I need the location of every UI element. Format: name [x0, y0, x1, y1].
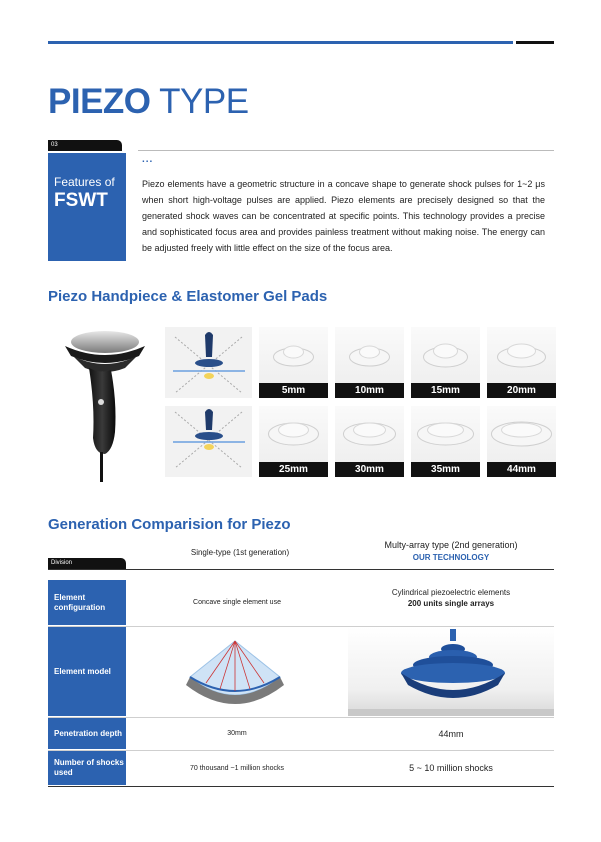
- handpiece-image: [55, 322, 155, 482]
- title-light: TYPE: [159, 82, 249, 121]
- multi-array-model-image: [348, 627, 554, 716]
- features-description: Piezo elements have a geometric structure in a concave shape to generate shock pulses for 1~2 μs when short high-voltage pulses are applied. Piezo elements are precisely designed so that the generated shock waves can be concentrated at specific points. This technology provides a precise and sophisticated focus area and provides painless treatment without making noise. The energy can be adjusted freely with little effect on the size of the focus area.: [142, 179, 545, 253]
- config-multi-line1: Cylindrical piezoelectric elements: [391, 588, 511, 597]
- gel-pad-label: 10mm: [335, 383, 404, 398]
- features-divider: [138, 150, 554, 151]
- gel-pad-3: [411, 327, 480, 398]
- gel-pad-label: 20mm: [487, 383, 556, 398]
- shocks-single: 70 thousand ~1 million shocks: [190, 764, 284, 772]
- handpiece-heading: Piezo Handpiece & Elastomer Gel Pads: [48, 288, 328, 305]
- depth-multi: 44mm: [438, 728, 464, 739]
- depth-single: 30mm: [227, 730, 247, 737]
- gel-pad-6: [335, 406, 404, 477]
- comparison-heading: Generation Comparision for Piezo: [48, 516, 291, 533]
- table-header-rule: [48, 569, 554, 570]
- row-label-shocks-used: Number of shocks used: [48, 751, 126, 785]
- features-label-line1: Features of: [54, 175, 115, 189]
- gel-pad-8: [487, 406, 556, 477]
- single-element-model-image: [180, 635, 290, 710]
- gel-pad-label: 5mm: [259, 383, 328, 398]
- col1-header: Single-type (1st generation): [190, 548, 290, 557]
- config-single: Concave single element use: [193, 599, 281, 606]
- header-rule: [48, 41, 513, 44]
- col2-subheader: OUR TECHNOLOGY: [412, 553, 490, 562]
- features-dots: ...: [142, 154, 154, 165]
- gel-pad-5: [259, 406, 328, 477]
- features-label-box: [48, 153, 126, 261]
- gel-pad-label: 15mm: [411, 383, 480, 398]
- shocks-multi: 5 ~ 10 million shocks: [409, 763, 493, 773]
- page-title: [48, 82, 249, 122]
- features-label-line2: FSWT: [54, 190, 108, 211]
- table-bottom-rule: [48, 786, 554, 787]
- focus-diagram-1: [165, 327, 252, 398]
- gel-pad-label: 30mm: [335, 462, 404, 477]
- gel-pad-label: 44mm: [487, 462, 556, 477]
- gel-pad-label: 25mm: [259, 462, 328, 477]
- row-label-penetration-depth: Penetration depth: [48, 718, 126, 749]
- division-tab: Division: [48, 558, 126, 569]
- header-rule-accent: [516, 41, 554, 44]
- gel-pad-4: [487, 327, 556, 398]
- col2-header: Multy-array type (2nd generation): [384, 540, 518, 550]
- row-label-element-configuration: Element configuration: [48, 580, 126, 625]
- config-multi-line2: 200 units single arrays: [407, 599, 495, 608]
- gel-pad-label: 35mm: [411, 462, 480, 477]
- focus-diagram-2: [165, 406, 252, 477]
- gel-pad-7: [411, 406, 480, 477]
- config-multi: [348, 588, 554, 608]
- title-bold: PIEZO: [48, 82, 151, 121]
- row-label-element-model: Element model: [48, 627, 126, 716]
- gel-pad-2: [335, 327, 404, 398]
- section-number-tab: 03: [48, 140, 122, 151]
- gel-pad-1: [259, 327, 328, 398]
